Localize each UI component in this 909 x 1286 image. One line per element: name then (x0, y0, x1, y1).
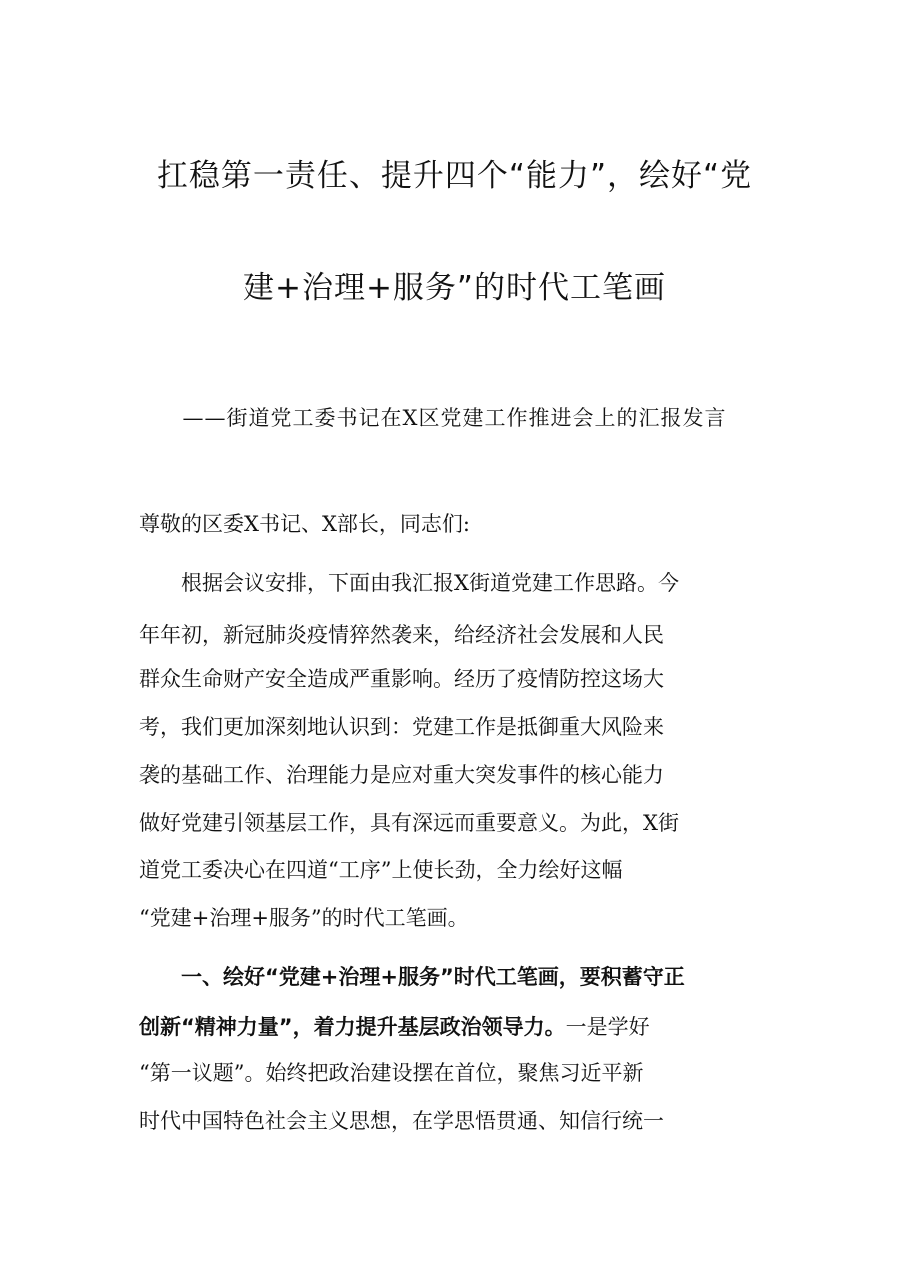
document-title-line-1: 扛稳第一责任、提升四个“能力”，绘好“党 (156, 158, 753, 194)
section-1-heading-bold: 创新“精神力量”，着力提升基层政治领导力。 (139, 1015, 566, 1039)
intro-line-6: 做好党建引领基层工作，具有深远而重要意义。为此，X街 (139, 811, 679, 835)
section-1-body-line-1: “第一议题”。始终把政治建设摆在首位，聚焦习近平新 (139, 1061, 644, 1085)
document-title-line-2: 建+治理+服务”的时代工笔画 (242, 270, 666, 306)
section-1-body-line-2: 时代中国特色社会主义思想，在学思悟贯通、知信行统一 (139, 1109, 664, 1133)
section-1-heading-line-1: 一、绘好“党建+治理+服务”时代工笔画，要积蓄守正 (181, 965, 685, 989)
intro-line-8: “党建+治理+服务”的时代工笔画。 (139, 906, 469, 930)
intro-line-3: 群众生命财产安全造成严重影响。经历了疫情防控这场大 (139, 667, 664, 691)
intro-line-1: 根据会议安排，下面由我汇报X街道党建工作思路。今 (181, 571, 679, 595)
intro-line-5: 袭的基础工作、治理能力是应对重大突发事件的核心能力 (139, 763, 664, 787)
section-1-heading-line-2 (139, 1012, 771, 1042)
intro-line-4: 考，我们更加深刻地认识到：党建工作是抵御重大风险来 (139, 715, 664, 739)
section-1-heading-rest: 一是学好 (565, 1015, 650, 1039)
intro-line-2: 年年初，新冠肺炎疫情猝然袭来，给经济社会发展和人民 (139, 623, 664, 647)
salutation: 尊敬的区委X书记、X部长，同志们: (139, 512, 470, 536)
document-subtitle: ——街道党工委书记在X区党建工作推进会上的汇报发言 (182, 406, 727, 430)
intro-line-7: 道党工委决心在四道“工序”上使长劲，全力绘好这幅 (139, 858, 623, 882)
